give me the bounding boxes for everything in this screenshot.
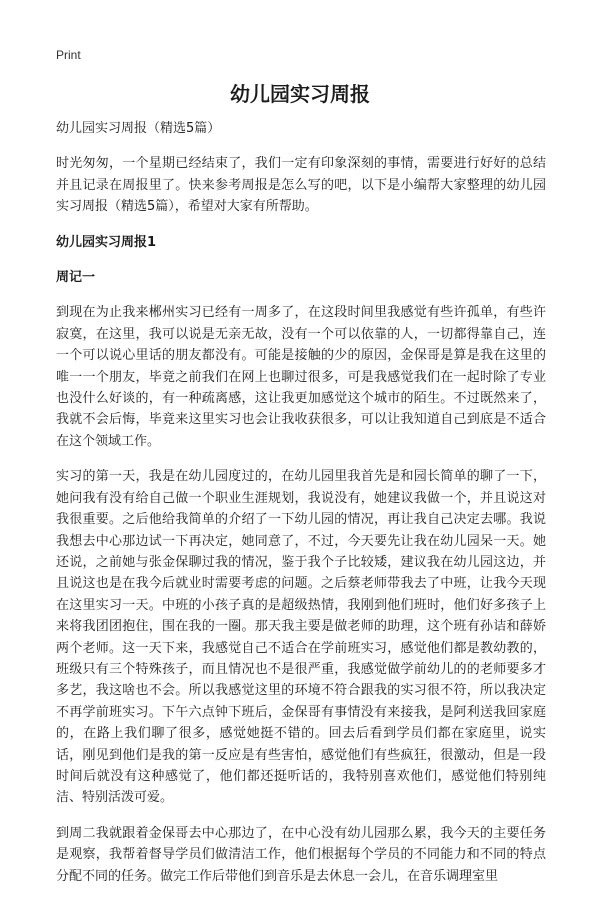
body-paragraph-3: 到周二我就跟着金保哥去中心那边了，在中心没有幼儿园那么累，我今天的主要任务是观察，我帮着督导学员们做清洁工作，他们根据每个学员的不同能力和不同的特点分配不同的任务。做完工作后带他们到音乐是去休息一会儿，在音乐调理室里	[56, 825, 546, 884]
intro-paragraph: 时光匆匆，一个星期已经结束了，我们一定有印象深刻的事情，需要进行好好的总结并且记录在周报里了。快来参考周报是怎么写的吧，以下是小编帮大家整理的幼儿园实习周报（精选5篇），希望对大家有所帮助。	[56, 156, 546, 215]
body-paragraph-1: 到现在为止我来郴州实习已经有一周多了，在这段时间里我感觉有些许孤单，有些许寂寞，在这里，我可以说是无亲无故，没有一个可以依靠的人，一切都得靠自己，连一个可以说心里话的朋友都没有。可能是接触的少的原因，金保哥是算是我在这里的唯一一个朋友，毕竟之前我们在网上也聊过很多，可是我感觉我们在一起时除了专业也没什么好谈的，有一种疏离感，这让我更加感觉这个城市的陌生。不过既然来了，我就不会后悔，毕竟来这里实习也会让我收获很多，可以让我知道自己到底是不适合在这个领域工作。	[56, 305, 546, 449]
article-body	[56, 118, 546, 901]
body-paragraph-2: 实习的第一天，我是在幼儿园度过的，在幼儿园里我首先是和园长简单的聊了一下，她问我有没有给自己做一个职业生涯规划，我说没有，她建议我做一个，并且说这对我很重要。之后他给我简单的介绍了一下幼儿园的情况，再让我自己决定去哪。我说我想去中心那边试一下再决定，她同意了，不过，今天要先让我在幼儿园呆一天。她还说，之前她与张金保聊过我的情况，鉴于我个子比较矮，建议我在幼儿园这边，并且说这也是在我今后就业时需要考虑的问题。之后蔡老师带我去了中班，让我今天现在这里实习一天。中班的小孩子真的是超级热情，我刚到他们班时，他们好多孩子上来将我团团抱住，围在我的一圈。那天我主要是做老师的助理，这个班有孙诘和薛娇两个老师。这一天下来，我感觉自己不适合在学前班实习，感觉他们都是教幼教的，班级只有三个特殊孩子，而且情况也不是很严重，我感觉做学前幼儿的的老师要多才多艺，我这啥也不会。所以我感觉这里的环境不符合跟我的实习很不符，所以我决定不再学前班实习。下午六点钟下班后，金保哥有事情没有来接我，是阿利送我回家庭的，在路上我们聊了很多，感觉她挺不错的。回去后看到学员们都在家庭里，说实话，刚见到他们是我的第一反应是有些害怕，感觉他们有些疯狂，很激动，但是一段时间后就没有这种感觉了，他们都还挺听话的，我特别喜欢他们，感觉他们特别纯洁、特别活泼可爱。	[56, 469, 546, 806]
page-title: 幼儿园实习周报	[230, 82, 370, 106]
article-subtitle: 幼儿园实习周报（精选5篇）	[56, 121, 221, 136]
print-link[interactable]: Print	[56, 48, 81, 62]
week-heading: 周记一	[56, 270, 96, 286]
section-heading: 幼儿园实习周报1	[56, 234, 157, 250]
